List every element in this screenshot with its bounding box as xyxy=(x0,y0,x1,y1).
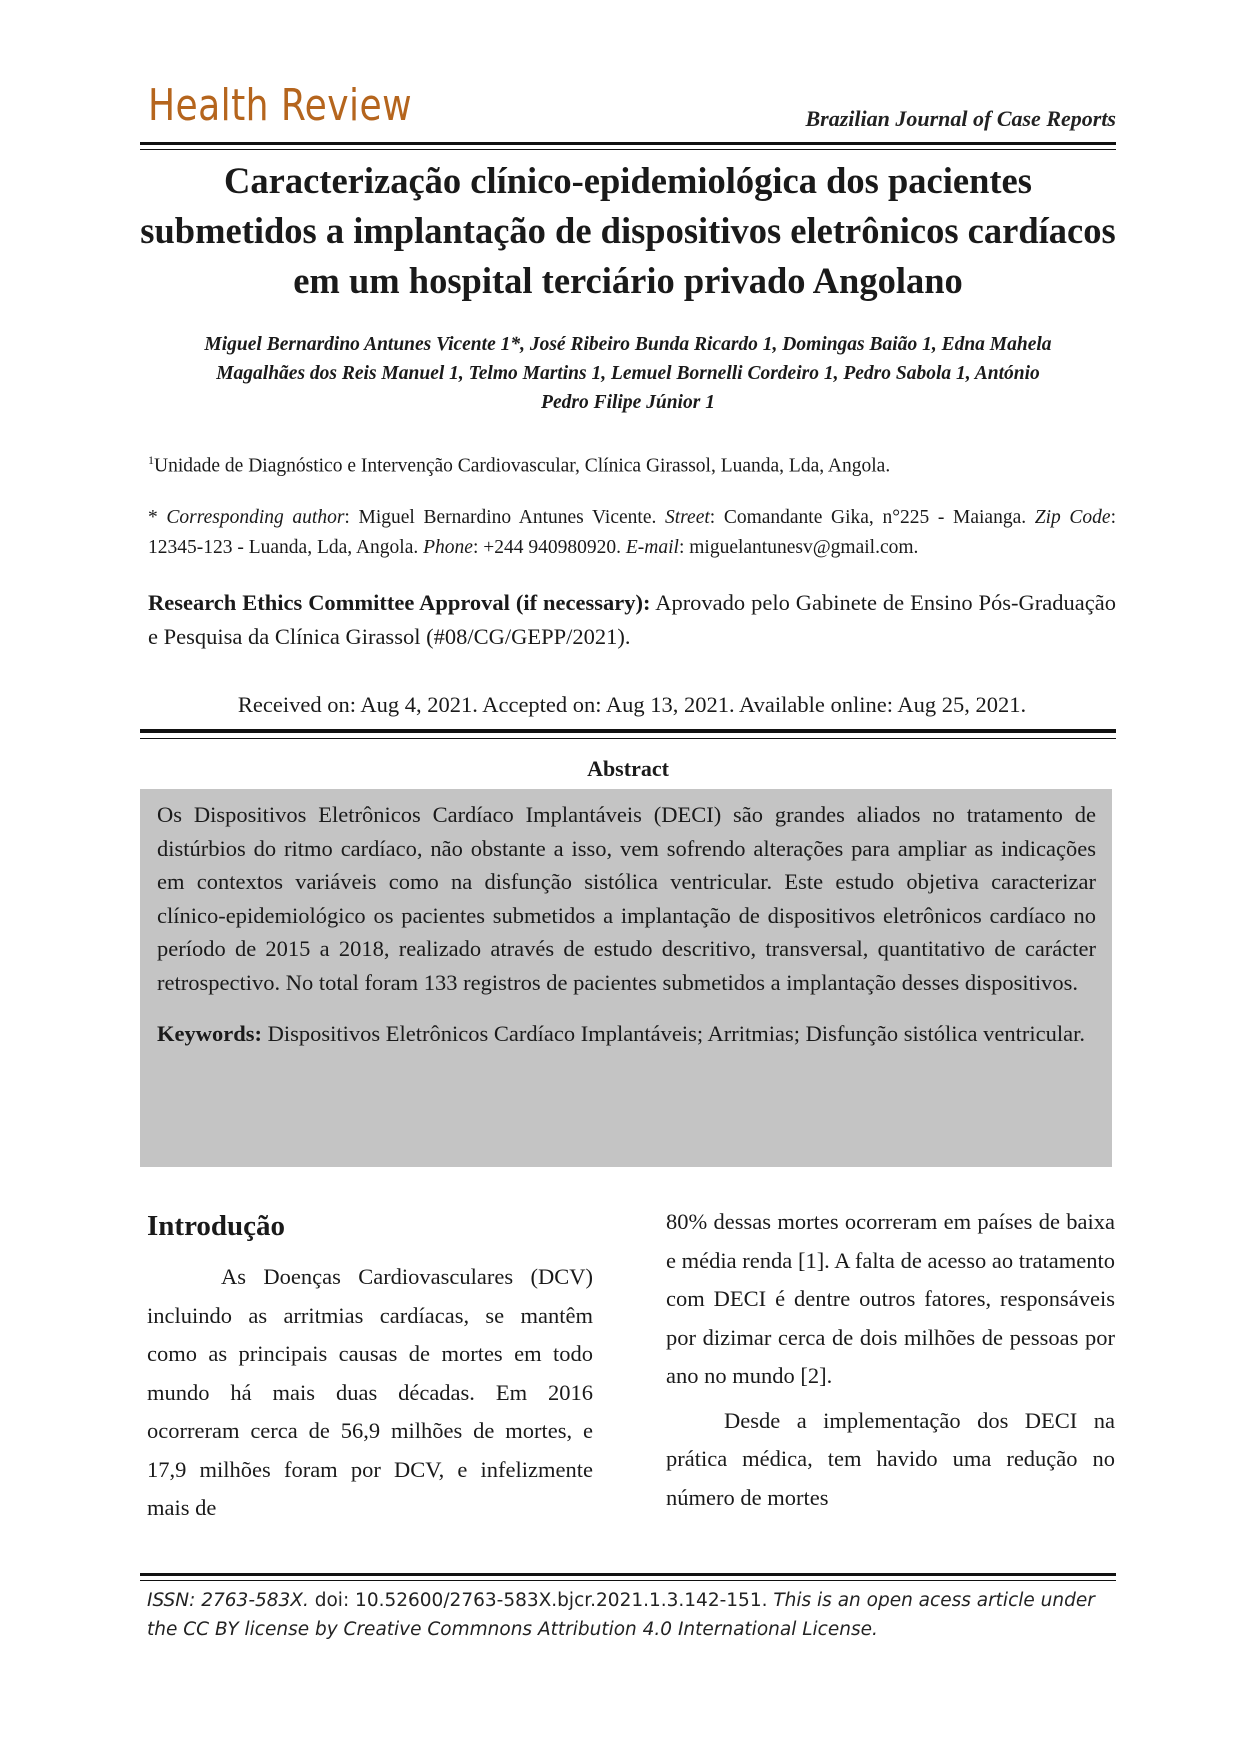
footer-license xyxy=(147,1586,1127,1644)
author-list xyxy=(150,330,1106,417)
intro-paragraph: As Doenças Cardiovasculares (DCV) incluindo as arritmias cardíacas, se mantêm como as principais causas de mortes em todo mundo há mais duas décadas. Em 2016 ocorreram cerca de 56,9 milhões de mortes, e 17,9 milhões foram por DCV, e infelizmente mais de xyxy=(147,1264,593,1520)
zip-value: : 12345-123 - Luanda, Lda, Angola. xyxy=(148,507,1116,558)
abstract-box xyxy=(140,789,1112,1167)
keywords-label: Keywords: xyxy=(157,1021,262,1046)
zip-label: Zip Code xyxy=(1034,507,1111,528)
keywords-text: Dispositivos Eletrônicos Cardíaco Implantáveis; Arritmias; Disfunção sistólica ventricular. xyxy=(262,1021,1085,1046)
email-value: : miguelantunesv@gmail.com. xyxy=(678,537,919,558)
header-rule-thick xyxy=(140,142,1116,145)
journal-brand-logo: Health Review xyxy=(148,80,413,131)
issn: ISSN: 2763-583X. xyxy=(147,1590,309,1611)
author-line: Miguel Bernardino Antunes Vicente 1*, José Ribeiro Bunda Ricardo 1, Domingas Baião 1, Edna Mahela xyxy=(204,334,1052,355)
affiliation-text: Unidade de Diagnóstico e Intervenção Cardiovascular, Clínica Girassol, Luanda, Lda, Angola. xyxy=(154,455,891,477)
body-column-right xyxy=(666,1208,1115,1517)
body-column-left xyxy=(147,1208,593,1528)
author-line: Pedro Filipe Júnior 1 xyxy=(541,392,715,413)
ethics-label: Research Ethics Committee Approval (if necessary): xyxy=(148,590,651,615)
street-value: : Comandante Gika, n°225 - Maianga. xyxy=(709,507,1035,528)
doi: doi: 10.52600/2763-583X.bjcr.2021.1.3.142-151. xyxy=(308,1590,768,1611)
corresponding-marker: * xyxy=(148,507,167,528)
keywords xyxy=(157,1017,1096,1051)
abstract-text: Os Dispositivos Eletrônicos Cardíaco Implantáveis (DECI) são grandes aliados no tratamento de distúrbios do ritmo cardíaco, não obstante a isso, vem sofrendo alterações para ampliar as indicações em contextos variáveis como na disfunção sistólica ventricular. Este estudo objetiva caracterizar clínico-epidemiológico os pacientes submetidos a implantação de dispositivos eletrônicos cardíaco no período de 2015 a 2018, realizado através de estudo descritivo, transversal, quantitativo de carácter retrospectivo. No total foram 133 registros de pacientes submetidos a implantação desses dispositivos. xyxy=(157,802,1096,995)
journal-name: Brazilian Journal of Case Reports xyxy=(805,106,1116,131)
section-rule-thin xyxy=(140,738,1116,739)
article-title: Caracterização clínico-epidemiológica dos pacientes submetidos a implantação de dispositivos eletrônicos cardíacos em um hospital terciário privado Angolano xyxy=(140,160,1116,301)
header-rule-thin xyxy=(140,149,1116,150)
ethics-text: Aprovado pelo Gabinete de Ensino Pós-Graduação e Pesquisa da Clínica Girassol (#08/CG/GEPP/2021). xyxy=(148,590,1116,649)
email-label: E-mail xyxy=(625,537,679,558)
affiliation-marker: 1 xyxy=(148,453,154,467)
corresponding-name: : Miguel Bernardino Antunes Vicente. xyxy=(344,507,665,528)
street-label: Street xyxy=(665,507,710,528)
corresponding-author-info xyxy=(148,503,1116,563)
affiliation xyxy=(148,446,1108,481)
footer-rule-thick xyxy=(140,1573,1116,1576)
introduction-heading: Introdução xyxy=(147,1210,286,1242)
intro-paragraph-continued: 80% dessas mortes ocorreram em países de baixa e média renda [1]. A falta de acesso ao tratamento com DECI é dentre outros fatores, responsáveis por dizimar cerca de dois milhões de pessoas por ano no mundo [2]. xyxy=(666,1209,1115,1388)
abstract-heading: Abstract xyxy=(587,756,669,781)
corresponding-label: Corresponding author xyxy=(166,507,345,528)
phone-label: Phone xyxy=(423,537,473,558)
phone-value: : +244 940980920. xyxy=(472,537,626,558)
publication-dates: Received on: Aug 4, 2021. Accepted on: Aug 13, 2021. Available online: Aug 25, 2021. xyxy=(237,692,1027,717)
ethics-approval xyxy=(148,586,1116,654)
footer-rule-thin xyxy=(140,1580,1116,1581)
section-rule-thick xyxy=(140,729,1116,733)
license-text: This is an open acess article under the CC BY license by Creative Commnons Attribution 4.0 International License. xyxy=(147,1590,1095,1640)
author-line: Magalhães dos Reis Manuel 1, Telmo Martins 1, Lemuel Bornelli Cordeiro 1, Pedro Sabola 1, António xyxy=(216,363,1040,384)
intro-paragraph: Desde a implementação dos DECI na prática médica, tem havido uma redução no número de mortes xyxy=(666,1407,1115,1510)
